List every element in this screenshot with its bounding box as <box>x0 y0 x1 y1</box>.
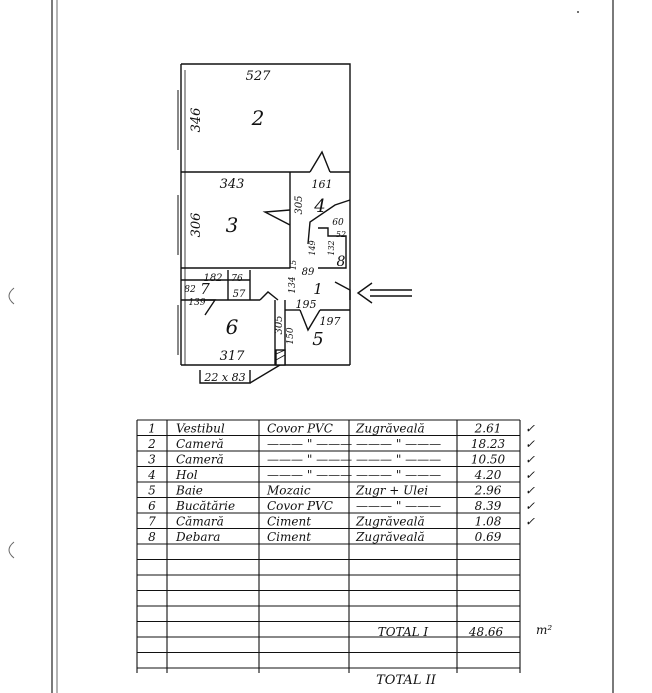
dim-52: 52 <box>335 230 347 239</box>
table-cell-nr: 4 <box>148 468 156 482</box>
table-cell-check: ✓ <box>524 514 536 529</box>
dim-149: 149 <box>308 240 317 256</box>
dim-15: 15 <box>289 259 298 271</box>
table-cell-area: 1.08 <box>474 514 502 529</box>
dim-150: 150 <box>286 327 296 345</box>
dim-195: 195 <box>295 298 317 311</box>
table-cell-name: Debara <box>176 530 221 544</box>
room-label-6: 6 <box>225 315 239 339</box>
table-cell-finish: ——— " ——— <box>356 468 442 482</box>
punch-mark-bottom <box>9 542 14 558</box>
table-cell-finish: Zugrăveală <box>356 514 425 529</box>
plan-labels <box>184 69 346 384</box>
room-label-3: 3 <box>225 213 239 237</box>
door-room-3 <box>265 210 290 225</box>
table-cell-check: ✓ <box>524 452 536 467</box>
total-1-unit: m² <box>536 623 553 637</box>
room-label-5: 5 <box>312 329 324 350</box>
table-cell-area: 4.20 <box>474 468 502 482</box>
table-cell-nr: 2 <box>148 437 156 451</box>
room-label-7: 7 <box>200 280 210 298</box>
dim-306: 306 <box>189 212 204 238</box>
dim-343: 343 <box>219 177 245 192</box>
door-room-6 <box>260 292 278 300</box>
dim-182: 182 <box>203 273 223 284</box>
room-label-8: 8 <box>336 254 346 270</box>
entrance-landing-diag <box>250 365 280 383</box>
table-cell-area: 18.23 <box>470 437 506 451</box>
table-cell-area: 10.50 <box>470 452 506 467</box>
dim-132: 132 <box>327 240 336 256</box>
door-room-5 <box>300 310 320 330</box>
punch-mark-top <box>9 288 14 304</box>
table-cell-check: ✓ <box>524 421 536 436</box>
entrance-arrow-icon <box>358 283 372 303</box>
table-cell-check: ✓ <box>524 483 536 498</box>
room-label-1: 1 <box>313 280 323 298</box>
total-1-label: TOTAL I <box>377 625 429 639</box>
dim-346: 346 <box>189 107 204 133</box>
dim-305-kitchen: 305 <box>274 315 285 335</box>
table-cell-area: 2.61 <box>474 421 502 436</box>
table-cell-name: Cameră <box>176 452 224 467</box>
table-cell-nr: 8 <box>148 530 156 544</box>
dim-527: 527 <box>245 69 271 84</box>
dim-57: 57 <box>232 289 246 300</box>
table-cell-name: Baie <box>176 483 203 498</box>
table-cell-nr: 3 <box>148 452 156 467</box>
dim-197: 197 <box>319 315 341 328</box>
table-cell-area: 2.96 <box>474 483 502 498</box>
table-cell-check: ✓ <box>524 499 536 513</box>
table-cell-finish: Zugrăveală <box>356 530 425 544</box>
dim-317: 317 <box>219 349 245 364</box>
table-cell-floor: ——— " ——— <box>267 452 353 467</box>
table-cell-check: ✓ <box>524 437 536 451</box>
table-cell-floor: Ciment <box>267 514 312 529</box>
table-cell-nr: 7 <box>148 514 156 529</box>
table-cell-floor: ——— " ——— <box>267 468 353 482</box>
table-cell-area: 0.69 <box>474 530 502 544</box>
dim-entrance: 22 x 83 <box>204 371 246 384</box>
table-cell-floor: Ciment <box>267 530 312 544</box>
dim-89: 89 <box>301 267 315 278</box>
table-cell-finish: ——— " ——— <box>356 437 442 451</box>
dim-305-hall: 305 <box>294 195 305 215</box>
table-cell-finish: Zugr + Ulei <box>356 483 429 498</box>
dim-134: 134 <box>288 276 298 294</box>
table-cell-nr: 6 <box>148 499 156 513</box>
speck <box>577 11 579 13</box>
entrance-door <box>335 282 350 300</box>
table-cell-name: Cămară <box>176 514 224 529</box>
table-cell-floor: Covor PVC <box>267 421 333 436</box>
table-cell-finish: Zugrăveală <box>356 421 425 436</box>
table-cell-name: Hol <box>176 468 198 482</box>
table-cell-nr: 1 <box>148 421 156 436</box>
table-cell-finish: ——— " ——— <box>356 452 442 467</box>
room-label-2: 2 <box>251 106 265 130</box>
table-cell-check: ✓ <box>524 468 536 482</box>
dim-82: 82 <box>184 285 196 295</box>
table-cell-floor: ——— " ——— <box>267 437 353 451</box>
dim-76: 76 <box>231 274 243 284</box>
dim-139: 139 <box>188 298 206 308</box>
dim-60: 60 <box>332 218 344 228</box>
table-cell-name: Cameră <box>176 437 224 451</box>
table-cell-floor: Mozaic <box>267 483 311 498</box>
door-room-2 <box>310 152 330 172</box>
room-label-4: 4 <box>314 196 326 217</box>
table-cell-area: 8.39 <box>474 499 502 513</box>
table-cell-name: Bucătărie <box>176 499 236 513</box>
table-cell-nr: 5 <box>148 483 156 498</box>
total-2-label: TOTAL II <box>376 673 436 688</box>
dim-161: 161 <box>311 178 333 191</box>
table-totals <box>376 623 552 688</box>
total-1-value: 48.66 <box>468 625 504 639</box>
table-cell-name: Vestibul <box>176 421 225 436</box>
table-rows <box>147 422 535 545</box>
table-cell-floor: Covor PVC <box>267 499 333 513</box>
table-cell-finish: ——— " ——— <box>356 499 442 513</box>
